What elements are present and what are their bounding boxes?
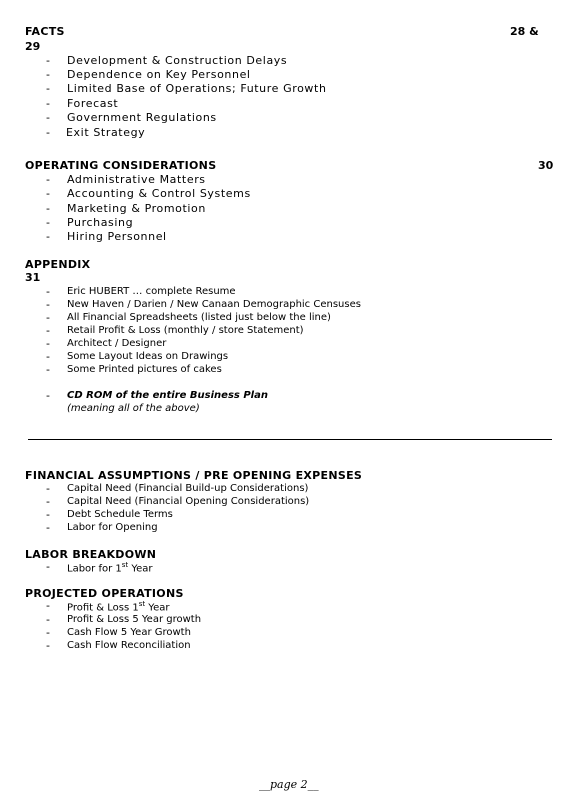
list-item: Development & Construction Delays [67,54,288,67]
list-dash: - [46,54,50,67]
list-item: Capital Need (Financial Build-up Considerations) [67,483,309,494]
list-dash: - [46,626,50,639]
list-item: Dependence on Key Personnel [67,68,251,81]
list-item: Exit Strategy [66,126,146,139]
list-item: Cash Flow 5 Year Growth [67,627,191,638]
list-dash: - [46,126,50,139]
list-item: Debt Schedule Terms [67,509,173,520]
list-item: Marketing & Promotion [67,202,206,215]
list-dash: - [46,639,50,652]
list-dash: - [46,521,50,534]
section-title-facts: FACTS [25,25,65,38]
list-item [67,561,153,574]
section-title-projected: PROJECTED OPERATIONS [25,587,184,600]
list-item: Cash Flow Reconciliation [67,640,191,651]
list-item: Forecast [67,97,119,110]
page-ref-facts-cont: 29 [25,40,41,53]
list-item: Some Layout Ideas on Drawings [67,351,229,362]
list-dash: - [46,216,50,229]
list-item: Labor for Opening [67,522,158,533]
page-number: __page 2__ [259,778,319,791]
list-dash: - [46,363,50,376]
list-dash: - [46,482,50,495]
list-item: Architect / Designer [67,338,167,349]
list-item: Retail Profit & Loss (monthly / store Statement) [67,325,304,336]
page-ref-operating: 30 [538,159,554,172]
list-item-text: Labor for 1 [67,563,122,575]
list-dash: - [46,68,50,81]
list-item: Capital Need (Financial Opening Considerations) [67,496,310,507]
section-title-appendix: APPENDIX [25,258,91,271]
list-dash: - [46,599,50,612]
list-dash: - [46,173,50,186]
list-item: Hiring Personnel [67,230,167,243]
list-dash: - [46,337,50,350]
list-dash: - [46,97,50,110]
section-title-financial: FINANCIAL ASSUMPTIONS / PRE OPENING EXPENSES [25,469,363,482]
list-item: Administrative Matters [67,173,206,186]
list-dash: - [46,230,50,243]
cd-rom-note: (meaning all of the above) [67,403,200,414]
list-item: All Financial Spreadsheets (listed just below the line) [67,312,331,323]
list-dash: - [46,111,50,124]
list-dash: - [46,508,50,521]
list-dash: - [46,324,50,337]
list-dash: - [46,202,50,215]
list-item: Government Regulations [67,111,217,124]
list-item-text: Year [128,563,153,575]
page-ref-facts: 28 & [510,25,539,38]
list-item [67,600,169,613]
list-dash: - [46,311,50,324]
list-dash: - [46,560,50,573]
list-dash: - [46,298,50,311]
list-item: Profit & Loss 5 Year growth [67,614,202,625]
list-item-text: Profit & Loss 1 [67,602,139,614]
list-dash: - [46,285,50,298]
list-dash: - [46,82,50,95]
list-dash: - [46,495,50,508]
list-item-text: Year [145,602,170,614]
list-item: Some Printed pictures of cakes [67,364,222,375]
ordinal-suffix: st [138,600,146,608]
list-item: Purchasing [67,216,134,229]
list-dash: - [46,613,50,626]
page-ref-appendix: 31 [25,271,41,284]
list-item: Accounting & Control Systems [67,187,251,200]
cd-rom-item: CD ROM of the entire Business Plan [67,390,268,401]
list-dash: - [46,187,50,200]
section-title-operating: OPERATING CONSIDERATIONS [25,159,217,172]
list-item: Eric HUBERT … complete Resume [67,286,236,297]
section-divider [28,439,552,440]
list-dash: - [46,389,50,402]
list-item: New Haven / Darien / New Canaan Demographic Censuses [67,299,361,310]
list-dash: - [46,350,50,363]
list-item: Limited Base of Operations; Future Growth [67,82,327,95]
ordinal-suffix: st [121,561,129,569]
section-title-labor: LABOR BREAKDOWN [25,548,157,561]
